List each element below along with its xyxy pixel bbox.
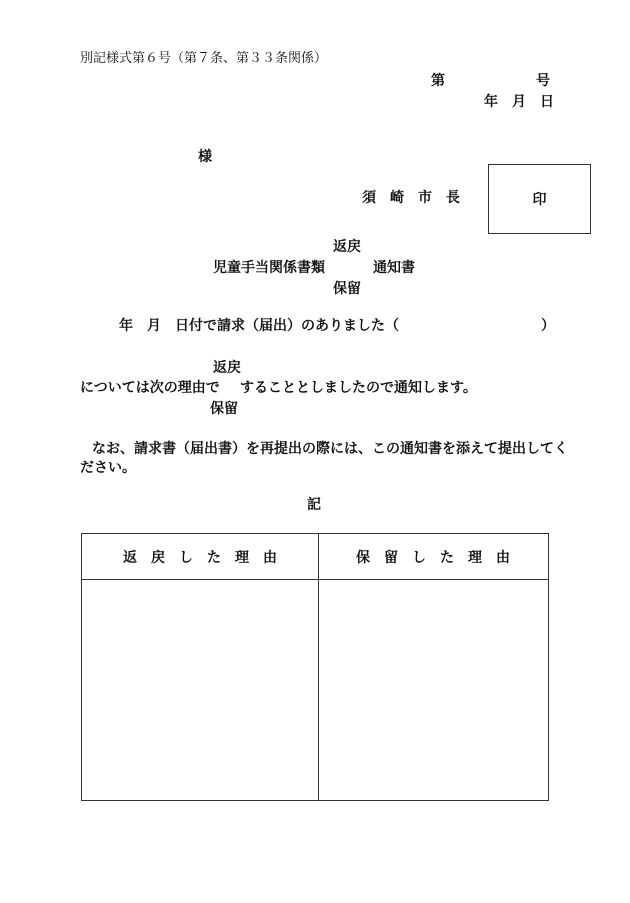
returned-reason-cell — [82, 580, 318, 800]
held-reason-header — [318, 534, 548, 580]
reason-option-return: 返戻 — [213, 360, 241, 376]
request-line-close: ） — [541, 318, 555, 334]
seal-label: 印 — [532, 192, 547, 208]
number-suffix: 号 — [536, 73, 550, 89]
record-heading: 記 — [307, 497, 321, 513]
request-line: 年 月 日付で請求（届出）のありました（ — [119, 318, 399, 334]
subject-document-type: 児童手当関係書類 — [213, 260, 325, 276]
note-line-1: なお、請求書（届出書）を再提出の際には、この通知書を添えて提出してく — [92, 441, 568, 457]
held-reason-header-label: 保 留 し た 理 由 — [356, 549, 510, 566]
form-reference: 別記様式第６号（第７条、第３３条関係） — [80, 51, 328, 66]
reason-option-hold: 保留 — [210, 401, 238, 417]
subject-option-hold: 保留 — [333, 281, 361, 297]
returned-reason-header-label: 返 戻 し た 理 由 — [123, 549, 277, 566]
subject-option-return: 返戻 — [333, 239, 361, 255]
reason-suffix: することとしましたので通知します。 — [240, 380, 477, 396]
addressee-honorific: 様 — [198, 149, 212, 165]
subject-notice-label: 通知書 — [373, 260, 415, 276]
issuer-title: 須 崎 市 長 — [362, 190, 460, 206]
note-line-2: ださい。 — [80, 460, 136, 476]
reasons-table — [81, 533, 549, 801]
reason-prefix: については次の理由で — [80, 380, 220, 396]
seal-box — [488, 164, 591, 234]
held-reason-cell — [319, 580, 548, 800]
returned-reason-header — [82, 534, 318, 580]
number-prefix: 第 — [431, 73, 445, 89]
date-line: 年 月 日 — [484, 94, 554, 110]
